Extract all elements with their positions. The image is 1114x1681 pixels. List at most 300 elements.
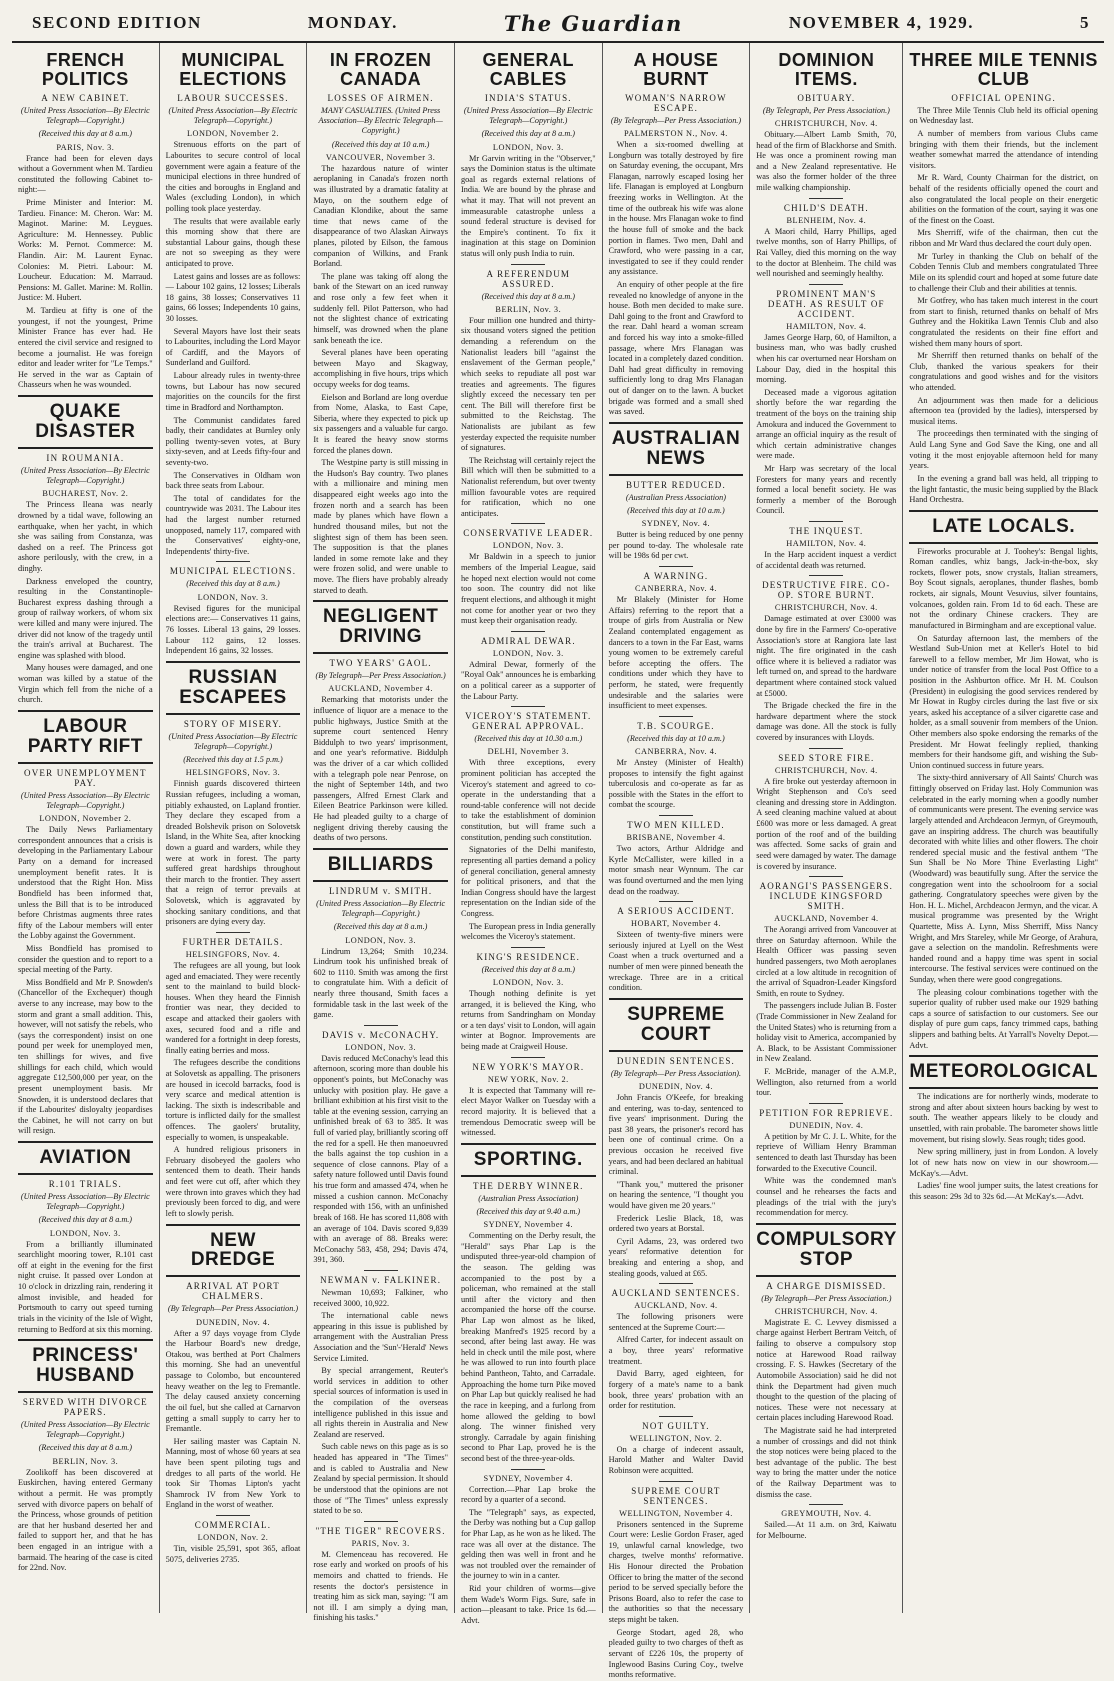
dateline: BUCHAREST, Nov. 2.: [42, 489, 129, 499]
dateline: HELSINGFORS, Nov. 4.: [185, 949, 281, 959]
article-paragraph: The refugees describe the conditions at Solovetsk as appalling. The prisoners are housed in icecold barracks, food is very scarce and medical attention is lacking. The sixth is indescribable and torture is inflicted daily for the smallest offences. The gaolers' brutality, especially to women, is unspeakable.: [165, 1058, 301, 1142]
article-paragraph: The proceedings then terminated with the singing of Auld Lang Syne and God Save the King, one and all voting it the most enjoyable afternoon held for many years.: [909, 429, 1098, 471]
article-body: [461, 1086, 596, 1139]
article-headline: DOMINION ITEMS.: [778, 50, 875, 89]
article-paragraph: Strenuous efforts on the part of Labourites to secure control of local government were again a feature of the municipal elections in three hundred of the cities and boroughs in England and Wales (excluding London), in which polling took place yesterday.: [165, 140, 301, 213]
article: [609, 1416, 744, 1477]
article-headline: NEW DREDGE: [166, 1224, 301, 1278]
article-paragraph: Commenting on the Derby result, the "Herald" says Phar Lap is the undisputed three-year-old champion of the season. The gelding was accompanied to the post by a policeman, who remained at the stall until after the victory and then accompanied the horse off the course. Phar Lap won almost as he liked, breaking Manfred's 1925 record by a second, after being last away. He was held in check until the mile post, where he was allowed to run into fourth place behind Pantheon, Tahto, and Carradale. Approaching the home turn Pike moved on Phar Lap but quickly realised he had the race in keeping, and a furlong from home allowed the gelding to bowl along. The winner finished very strongly. Carradale by again finishing second to Phar Lap, proved he is the second best of the three-year-olds.: [460, 1231, 596, 1463]
article-paragraph: Davis reduced McConachy's lead this afternoon, scoring more than double his opponent's points, but McConachy was unlucky with position play. He gave a brilliant exhibition at his first visit to the table at the evening session, carrying an unfinished break of 63 to 385. It was full of varied play, brilliantly scoring off the red for a spell. He then manoeuvred the balls against the top cushion in a sequence of close cannons. Play of a safety nature followed until Davis found his true form and amassed 474, when he missed a cushion cannon. McConachy responded with 156, with an unfinished break of 168. He has scored 11,808 with an average of 104. Davis scored 9,839 with an average of 88. Breaks were: McConachy 583, 458, 294; Davis 474, 391, 360.: [313, 1053, 448, 1265]
news-agency-credit: (United Press Association—By Electric Telegraph—Copyright.): [20, 105, 150, 126]
article-subheading: ADMIRAL DEWAR.: [480, 635, 576, 646]
article-paragraph: It is expected that Tammany will re-elect Mayor Walker on Tuesday with a record majority. It is believed that a tremendous Democratic sweep will be witnessed.: [460, 1085, 596, 1138]
article-paragraph: A hundred religious prisoners in February disobeyed the gaolers who sentenced them to death. Their hands and feet were cut off, after which they were thrown into graves which they had previously been forced to dig, and were left to slowly perish.: [165, 1145, 301, 1218]
article-subheading: VICEROY'S STATEMENT. GENERAL APPROVAL.: [465, 711, 592, 732]
article-headline: BILLIARDS: [313, 848, 448, 882]
article-subheading: AUCKLAND SENTENCES.: [611, 1288, 741, 1299]
article: [609, 901, 744, 994]
article-paragraph: When a six-roomed dwelling at Longburn was totally destroyed by fire on Saturday evening, the occupant, Mrs Flanagan, narrowly escaped losing her life. Flanagan is employed at Longburn freezing works in Wellington. At the time of the outbreak his wife was alone in the house. Mrs Flanagan woke to find the house full of smoke and the back portion in flames. Two men, Dahl and Crawford, who were passing in a car, investigated to see if they could render any assistance.: [608, 140, 744, 277]
article-paragraph: Prime Minister and Interior: M. Tardieu. Finance: M. Cheron. War: M. Maginot. Marine: M. Leygues. Agriculture: M. Hennessey. Public Works: M. Pernot. Commerce: M. Flandin. Air: M. Laurent Eynac. Colonies: M. Pietri. Labour: M. Loucheur. Education: M. Marraud. Pensions: M. Gallet. Marine: M. Rollin. Justice: M. Hubert.: [18, 197, 153, 303]
section-divider: [511, 264, 545, 265]
article-paragraph: New spring millinery, just in from London. A lovely lot of new hats now on view in our showroom.—McKay's.—Advt.: [909, 1147, 1098, 1178]
article: [609, 1283, 744, 1411]
article-subheading: AORANGI'S PASSENGERS. INCLUDE KINGSFORD SMITH.: [759, 881, 894, 912]
article: [756, 1504, 896, 1541]
received-time: (Received this day at 8 a.m.): [38, 1443, 133, 1453]
section-divider: [511, 631, 545, 632]
article-headline: AVIATION: [18, 1141, 153, 1175]
article-paragraph: Frederick Leslie Black, 18, was ordered two years at Borstal.: [608, 1213, 744, 1234]
article-paragraph: The European press in India generally welcomes the Viceroy's statement.: [460, 921, 596, 942]
article: [166, 561, 301, 656]
article-subheading: THE DERBY WINNER.: [472, 1180, 584, 1191]
article-paragraph: On a charge of indecent assault, Harold Mather and Walter David Robinson were acquitted.: [608, 1444, 744, 1475]
article-paragraph: An adjournment was then made for a delicious afternoon tea (provided by the ladies), interspersed by musical items.: [909, 395, 1098, 426]
article-body: [909, 106, 1098, 506]
article-body: [756, 1318, 896, 1500]
dateline: DUNEDIN, Nov. 4.: [789, 1120, 864, 1130]
section-divider: [216, 1515, 250, 1516]
article-paragraph: The Brigade checked the fire in the hardware department where the stock damage was done. All the stock is fully covered by insurances with Lloyds.: [756, 701, 897, 743]
article-subheading: FURTHER DETAILS.: [182, 936, 284, 947]
article-paragraph: The international cable news appearing in this issue is published by arrangement with the Australian Press Association and the 'Sun'-'Herald' News Service Limited.: [313, 1311, 448, 1363]
article-body: [461, 154, 596, 260]
article-subheading: OFFICIAL OPENING.: [951, 92, 1056, 103]
article-paragraph: Finnish guards discovered thirteen Russian refugees, including a woman, pitiably exhausted, on Lapland frontier. They declare they escaped from a dreaded Bolshevik prison on Solovetsk Island, in the White Sea, after knocking down a guard and warders, while they were at work in forest. The party suffered great hardships throughout their march to the frontier. They assert that a reign of terror prevails at Solovetsk, which is aggravated by shocking sanitary conditions, and that prisoners are dying every day.: [165, 779, 301, 927]
article-paragraph: The refugees are all young, but look aged and emaciated. They were recently sent to the mainland to build block-houses. When they heard the Finnish frontier was near, they decided to escape and attacked their gaolers with axes, secured food and a rifle and wandered for a fortnight in deep forests, finally eating berries and moss.: [165, 960, 301, 1055]
article-body: [18, 825, 153, 1137]
article: [461, 1057, 596, 1139]
article-subheading: NEWMAN v. FALKINER.: [320, 1274, 442, 1285]
news-agency-credit: (By Telegraph—Per Press Association).: [610, 1068, 742, 1078]
article-body: [166, 1544, 301, 1565]
received-time: (Received this day at 10 a.m.): [627, 733, 725, 743]
column-3: [307, 43, 455, 1623]
article-paragraph: In the Harp accident inquest a verdict of accidental death was returned.: [756, 550, 897, 570]
received-time: (Received this day at 8 a.m.): [38, 1215, 133, 1225]
section-divider: [809, 575, 843, 576]
article-subheading: SUPREME COURT SENTENCES.: [631, 1485, 721, 1506]
article-body: [166, 1329, 301, 1511]
article: [909, 510, 1098, 1052]
article: [756, 876, 896, 1099]
article-paragraph: Cyril Adams, 23, was ordered two years' reformative detention for breaking and entering a shop, and stealing goods, valued at £65.: [608, 1236, 744, 1278]
article-paragraph: The "Telegraph" says, as expected, the Derby was nothing but a Cup gallop for Phar Lap, as he won as he liked. The race was all over at the distance. The gelding then was well in front and he was not troubled over the remainder of the journey to win in a canter.: [460, 1507, 596, 1581]
article-body: [609, 1445, 744, 1477]
article: [756, 51, 896, 194]
article-paragraph: Labour already rules in twenty-three towns, but Labour has now secured majorities on the councils for the first time in Bradford and Northampton.: [165, 371, 301, 412]
article: [756, 284, 896, 517]
article-paragraph: Mrs Sherriff, wife of the chairman, then cut the ribbon and Mr Ward thus declared the court duly open.: [909, 228, 1098, 249]
news-agency-credit: (Australian Press Association): [625, 492, 726, 502]
article-subheading: LINDRUM v. SMITH.: [328, 885, 433, 896]
article-body: [461, 552, 596, 626]
article-paragraph: Tin, visible 25,591, spot 365, afloat 5075, deliveries 2735.: [165, 1544, 301, 1564]
article-paragraph: On Saturday afternoon last, the members of the Westland Sub-Union met at Keller's Hotel to bid farewell to a fellow member, Mr Jim Howat, who is under notice of transfer from the local Post Office to a position in the Ashburton office. Mr H. M. Coulson (President) in eulogising the good services rendered by Mr Howat in Rugby circles during the last five or six years, asked his acceptance of a silver cigarette case and holder, as a small souvenir from members of the Union. Other members also spoke endorsing the remarks of the President. Mr Howat feelingly replied, thanking members for their handsome gift, and wishing the Sub-Union continued success in future years.: [909, 633, 1098, 770]
article-paragraph: By special arrangement, Reuter's world services in addition to other special sources of information is used in the compilation of the overseas intelligence published in this issue and all rights therein in Australia and New Zealand are reserved.: [313, 1366, 448, 1439]
article-paragraph: From a brilliantly illuminated searchlight mooring tower, R.101 cast off at eight in the evening for the first night cruise. It passed over London at 10 o'clock in drizzling rain, rendering it almost invisible, and headed for Portsmouth to carry out speed turning trials in the vicinity of the Isle of Wight, returning to Bedford at six this morning.: [18, 1239, 153, 1334]
article: [166, 1515, 301, 1565]
article-paragraph: A Maori child, Harry Phillips, aged twelve months, son of Harry Phillips, of Rai Valley, died this morning on the way to the doctor at Blenheim. The child was well nourished and seemingly healthy.: [756, 226, 897, 279]
article-subheading: IN ROUMANIA.: [46, 452, 125, 463]
dateline: DELHI, November 3.: [487, 747, 569, 757]
article-paragraph: France had been for eleven days without a Government when M. Tardieu constituted the following Cabinet to-night:—: [18, 153, 153, 195]
news-agency-credit: (United Press Association—By Electric Telegraph—Copyright.): [168, 105, 298, 126]
article-body: [18, 154, 153, 391]
article-body: [18, 1468, 153, 1574]
section-divider: [659, 1416, 693, 1417]
issue-date: NOVEMBER 4, 1929.: [788, 13, 974, 32]
dateline: PARIS, Nov. 3.: [56, 142, 115, 152]
article: [461, 1469, 596, 1627]
section-divider: [511, 947, 545, 948]
article-subheading: CHILD'S DEATH.: [783, 202, 869, 213]
article-body: [609, 844, 744, 897]
article-subheading: NEW YORK'S MAYOR.: [472, 1061, 585, 1072]
article-paragraph: Miss Bondfield and Mr P. Snowden's (Chancellor of the Exchequer) though averse to any increase, may bow to the storm and grant a small addition. This, however, will not satisfy the rebels, who (says the correspondent) insist on one pound per week for unemployed men, ten shillings for wives, and five shillings for each child, which would aggregate £12,500,000 per year, on the present unemployment basis. Mr Snowden, it is understood declares that if the Labourites' disloyalty jeopardises the Cabinet, he will not carry on but will resign.: [18, 977, 153, 1136]
article-body: [166, 140, 301, 557]
article: [166, 1224, 301, 1511]
article: [609, 716, 744, 811]
dateline: LONDON, Nov. 3.: [492, 648, 564, 658]
page-number: 5: [1079, 13, 1090, 32]
article-subheading: DAVIS v. McCONACHY.: [321, 1029, 440, 1040]
news-agency-credit: (By Telegraph—Per Press Association.): [761, 1293, 892, 1303]
article-body: [166, 604, 301, 657]
received-time: (Received this day at 8 a.m.): [333, 922, 428, 932]
article-paragraph: Darkness enveloped the country, resulting in the Constantinople-Bucharest express dashing through a group of railway workers, of whom six were killed and many were injured. The driver did not know of the tragedy until the train's arrival at Bucharest. The engine was splashed with blood.: [18, 576, 153, 660]
article: [461, 523, 596, 626]
article-subheading: DUNEDIN SENTENCES.: [616, 1055, 735, 1066]
dateline: LONDON, Nov. 3.: [492, 978, 564, 988]
news-agency-credit: (United Press Association—By Electric Telegraph—Copyright.): [463, 105, 593, 126]
article: [313, 1521, 448, 1624]
article-subheading: INDIA'S STATUS.: [484, 92, 572, 103]
article-paragraph: Miss Bondfield has promised to consider the question and to report to a special meeting of the Party.: [18, 943, 153, 975]
received-time: (Received this day at 8 a.m.): [186, 579, 280, 589]
dateline: PALMERSTON N., Nov. 4.: [624, 129, 728, 139]
dateline: AUCKLAND, Nov. 4.: [634, 1301, 718, 1311]
article-subheading: LABOUR SUCCESSES.: [177, 92, 289, 103]
article-body: [18, 500, 153, 706]
dateline: SYDNEY, November 4.: [483, 1220, 574, 1230]
article-paragraph: Fireworks procurable at J. Toohey's: Bengal lights, Roman candles, whiz bangs, Jack-in-the-box, sky rockets, flower pots, snow crystals, Italian streamers, Boy Scout signals, aeroplanes, thunder flashes, bomb rockets, air signals, Mount Vesuvius, silver fountains, volcanoes, golden rain. From 1d to 6d each. These are not the ordinary Chinese crackers. They are manufactured in Birmingham and are exceptional value.: [909, 546, 1098, 630]
article-subheading: OVER UNEMPLOYMENT PAY.: [24, 767, 147, 788]
article: [461, 51, 596, 260]
column-6: [750, 43, 903, 1613]
article-paragraph: A number of members from various Clubs came bringing with them their friends, but the inclement weather somewhat marred the attendance of intending visitors.: [909, 129, 1098, 170]
article-subheading: SERVED WITH DIVORCE PAPERS.: [22, 1396, 148, 1417]
section-divider: [809, 521, 843, 522]
article-paragraph: The plane was taking off along the bank of the Stewart on an iced runway and rose only a few feet when it suddenly fell. Pilot Patterson, who had not the slightest chance of extricating himself, was drowned when the plane sank beneath the ice.: [313, 271, 448, 345]
article-subheading: WOMAN'S NARROW ESCAPE.: [625, 92, 727, 113]
article: [313, 848, 448, 1021]
article: [609, 422, 744, 562]
article: [166, 51, 301, 557]
article-paragraph: Rid your children of worms—give them Wade's Worm Figs. Sure, safe in action—pleasant to take. Price 1s 6d.—Advt.: [460, 1584, 596, 1625]
article-subheading: OBITUARY.: [797, 92, 856, 103]
article-headline: PRINCESS' HUSBAND: [18, 1339, 153, 1393]
article: [756, 1103, 896, 1219]
article-body: [313, 164, 448, 596]
column-5: [603, 43, 751, 1680]
article-paragraph: Two actors, Arthur Aldridge and Kyrle McCallister, were killed in a motor smash near Wynnum. The car was found overturned and the men lying dead on the roadway.: [608, 844, 744, 896]
edition-label: SECOND EDITION: [32, 13, 202, 32]
article-headline: LABOUR PARTY RIFT: [18, 710, 153, 764]
article-subheading: LOSSES OF AIRMEN.: [327, 92, 434, 103]
article: [313, 1270, 448, 1517]
article-paragraph: The Three Mile Tennis Club held its official opening on Wednesday last.: [909, 105, 1098, 126]
article-body: [756, 227, 896, 280]
dateline: HAMILTON, Nov. 4.: [786, 321, 867, 331]
masthead: [12, 6, 1104, 43]
article: [166, 932, 301, 1220]
article-headline: AUSTRALIAN NEWS: [609, 422, 744, 476]
news-agency-credit: (Australian Press Association): [478, 1193, 579, 1203]
dateline: DUNEDIN, Nov. 4.: [638, 1081, 713, 1091]
received-time: (Received this day at 8 a.m.): [481, 964, 576, 974]
section-divider: [511, 1057, 545, 1058]
article-subheading: DESTRUCTIVE FIRE. CO-OP. STORE BURNT.: [762, 580, 891, 601]
dateline: LONDON, Nov. 3.: [345, 1042, 417, 1052]
article-paragraph: Several Mayors have lost their seats to Labourites, including the Lord Mayor of Cardiff, and the Mayors of Sunderland and Guilford.: [165, 326, 301, 368]
article-paragraph: After a 97 days voyage from Clyde the Harbour Board's new dredge, Otakou, was berthed at Port Chalmers this morning. She had an uneventful passage to Colombo, but encountered heavy weather on the leg to Fremantle. The delay caused anxiety concerning the oil fuel, but she called at Carnarvon getting a small supply to carry her to Fremantle.: [165, 1328, 301, 1434]
article-subheading: ARRIVAL AT PORT CHALMERS.: [186, 1281, 280, 1302]
article-paragraph: M. Tardieu at fifty is one of the youngest, if not the youngest, Prime Minister France has ever had. He entered the civil service and resigned to become a journalist. He was foreign editor and leader writer for "Le Temps." He served in the war as Captain of Chasseurs when he was wounded.: [18, 306, 153, 390]
section-divider: [659, 815, 693, 816]
article-paragraph: Correction.—Phar Lap broke the record by a quarter of a second.: [460, 1484, 596, 1505]
dateline: CANBERRA, Nov. 4.: [634, 747, 717, 757]
dateline: NEW YORK, Nov. 2.: [487, 1074, 569, 1084]
article-body: [756, 550, 896, 571]
section-divider: [809, 876, 843, 877]
dateline: CANBERRA, Nov. 4.: [634, 584, 717, 594]
article-headline: LATE LOCALS.: [909, 510, 1098, 544]
article-paragraph: Deceased made a vigorous agitation shortly before the war regarding the treatment of the boys on the training ship Amokura and induced the Government to arrange an official inquiry as the result of which certain administrative changes were made.: [756, 387, 897, 461]
article-subheading: STORY OF MISERY.: [183, 718, 283, 729]
article-headline: MUNICIPAL ELECTIONS: [179, 50, 287, 89]
article-paragraph: M. Clemenceau has recovered. He rose early and worked on proofs of his memoirs and chatted to friends. He resents the doctor's persistence in treating him as sick man, saying: "I am not ill. I am simply a dying man, finishing his tasks.": [313, 1549, 448, 1623]
article-paragraph: The pleasing colour combinations together with the superior quality of rubber used make our 1929 bathing caps a source of satisfaction to our customers. See our display of pure gum caps, fancy trimmed caps, bathing slippers and bathing belts. At Yarrall's Novelty Depot.—Advt.: [909, 987, 1098, 1050]
news-agency-credit: (By Telegraph—Per Press Association.): [610, 115, 742, 125]
dateline: HELSINGFORS, Nov. 3.: [185, 768, 281, 778]
news-agency-credit: MANY CASUALTIES. (United Press Association—By Electric Telegraph—Copyright.): [318, 105, 443, 136]
article-paragraph: The sixty-third anniversary of All Saints' Church was fittingly observed on Friday last. Holy Communion was celebrated in the early morning when a goodly number of communicants were present. The evening service was largely attended and Archdeacon Jermyn, of Greymouth, gave an inspiring address. The church was beautifully decorated with white lilies and other flowers. The choir rendered special music and the festival anthem "The Sun Shall be No More Thine Everlasting Light" (Woodward) was beautifully sung. After the service the congregation went into the schoolroom for a social gathering. Congratulatory speeches were given by the Hon. H. L. Michel, Archdeacon Jermyn, and the vicar. A musical programme was presented by the Wright Quartette, Miss A. Lynn, Miss Sherriff, Miss Nancy Wright, and Mrs Stareley, while Mr George, of Arahura, gave a selection on the mandolin. Refreshments were handed round and a happy time was spent in social intercourse. The festival services were continued on the Sunday, when there were good congregations.: [909, 773, 1098, 985]
article-subheading: A NEW CABINET.: [41, 92, 130, 103]
dateline: AUCKLAND, November 4.: [774, 914, 879, 924]
article-subheading: SEED STORE FIRE.: [778, 752, 875, 763]
article: [461, 947, 596, 1053]
article-subheading: MUNICIPAL ELECTIONS.: [169, 566, 297, 577]
news-agency-credit: (United Press Association—By Electric Telegraph—Copyright.): [316, 898, 446, 918]
section-divider: [809, 1103, 843, 1104]
article-body: [756, 614, 896, 743]
article-body: [461, 758, 596, 942]
article-body: [909, 547, 1098, 1052]
article: [18, 395, 153, 706]
article-headline: IN FROZEN CANADA: [329, 50, 432, 89]
section-divider: [659, 566, 693, 567]
section-divider: [809, 1504, 843, 1505]
dateline: LONDON, Nov. 3.: [49, 1228, 121, 1238]
article-subheading: R.101 TRIALS.: [48, 1178, 122, 1189]
article-body: [461, 1231, 596, 1464]
article-paragraph: The hazardous nature of winter aeroplaning in Canada's frozen north was illustrated by a dramatic fatality at Mayo, on the southern edge of Canadian Klondike, about the same time that news came of the disappearance of two Alaskan Airways planes, piloted by Eilson, the famous companion of Wilkins, and Frank Borland.: [313, 163, 448, 269]
article: [313, 600, 448, 844]
article-body: [609, 758, 744, 811]
article-body: [756, 1520, 896, 1541]
section-divider: [364, 1025, 398, 1026]
article-body: [313, 1288, 448, 1517]
article: [166, 661, 301, 928]
article-paragraph: Such cable news on this page as is so headed has appeared in "The Times" and is cabled to Australia and New Zealand by special permission. It should be understood that the opinions are not those of "The Times" unless expressly stated to be so.: [313, 1442, 448, 1516]
dateline: CHRISTCHURCH, Nov. 4.: [774, 119, 878, 129]
article-paragraph: The indications are for northerly winds, moderate to strong and after about sixteen hours backing by west to south. The weather appears likely to be cloudy and unsettled, with rain probable. The barometer shows little movement, but rising slowly. Seas rough; tides good.: [909, 1092, 1098, 1144]
article-headline: FRENCH POLITICS: [41, 50, 129, 89]
article-body: [609, 1520, 744, 1681]
article-paragraph: F. McBride, manager of the A.M.P., Wellington, also returned from a world tour.: [756, 1067, 897, 1098]
article: [461, 706, 596, 943]
dateline: GREYMOUTH, Nov. 4.: [781, 1509, 872, 1519]
article-paragraph: The Reichstag will certainly reject the Bill which will then be submitted to a Nationalist referendum, but over twenty million favourable votes are required for ratification, which no one anticipates.: [460, 455, 596, 518]
article-body: [609, 140, 744, 418]
article: [313, 1025, 448, 1266]
received-time: (Received this day at 8 a.m.): [38, 129, 133, 139]
section-divider: [809, 284, 843, 285]
article: [609, 51, 744, 418]
article-paragraph: Alfred Carter, for indecent assault on a boy, three years' reformative treatment.: [608, 1335, 744, 1366]
dateline: SYDNEY, November 4.: [483, 1473, 574, 1483]
newspaper-title: The Guardian: [503, 10, 683, 36]
article: [756, 198, 896, 280]
article-paragraph: The following prisoners were sentenced at the Supreme Court:—: [608, 1312, 744, 1332]
article-body: [313, 1550, 448, 1624]
article-headline: A HOUSE BURNT: [633, 50, 719, 89]
article-body: [756, 333, 896, 517]
dateline: HAMILTON, Nov. 4.: [786, 539, 867, 549]
article-subheading: BUTTER REDUCED.: [625, 479, 726, 490]
article-body: [166, 961, 301, 1220]
dateline: WELLINGTON, November 4.: [619, 1508, 733, 1518]
article-headline: THREE MILE TENNIS CLUB: [909, 50, 1098, 89]
article-headline: NEGLIGENT DRIVING: [313, 600, 448, 654]
article-paragraph: White was the condemned man's counsel and he rehearses the facts and pleadings of the trial with the jury's recommendation for mercy.: [756, 1176, 897, 1218]
article-paragraph: Obituary.—Albert Lamb Smith, 70, head of the firm of Blackhorse and Smith. He was once a prominent rowing man and a New Zealand representative. He was also the former holder of the three mile walking championship.: [756, 130, 897, 193]
day-label: MONDAY.: [307, 13, 398, 32]
section-divider: [216, 932, 250, 933]
article-body: [609, 595, 744, 712]
article-paragraph: David Barry, aged eighteen, for forgery of a mate's name to a bank book, three years' probation with an order for restitution.: [608, 1369, 744, 1411]
article-subheading: CONSERVATIVE LEADER.: [463, 528, 594, 539]
article-paragraph: Mr Baldwin in a speech to junior members of the Imperial League, said he hoped next election would not come too soon. The country did not like frequent elections, and although it might not come for another year or two they must keep their organisation ready.: [460, 552, 596, 626]
dateline: BRISBANE, November 4.: [626, 833, 726, 843]
article: [18, 710, 153, 1137]
article-paragraph: In the evening a grand ball was held, all tripping to the light fantastic, the music being supplied by the Black Hand Orchestra.: [909, 473, 1098, 505]
article: [18, 51, 153, 391]
section-divider: [511, 523, 545, 524]
article: [313, 51, 448, 596]
article: [461, 631, 596, 702]
news-agency-credit: (United Press Association—By Electric Telegraph—Copyright.): [20, 465, 150, 486]
dateline: PARIS, Nov. 3.: [351, 1538, 410, 1548]
article-paragraph: The total of candidates for the countrywide was 2031. The Labour ites had the largest number returned unopposed, namely 117, compared with the Conservatives' eighty-one, Independents' thirty-five.: [165, 493, 301, 556]
article-paragraph: The Magistrate said he had interpreted a number of crossings and did not think the stop notices were being placed to the best advantage of the public. The best way to bring the matter under the notice of the Railway Department was to dismiss the case.: [756, 1425, 897, 1499]
article-paragraph: Revised figures for the municipal elections are:— Conservatives 11 gains, 76 losses. Liberal 13 gains, 29 losses. Labour 112 gains, 12 losses. Independent 16 gains, 32 losses.: [165, 603, 301, 656]
article-subheading: T.B. SCOURGE.: [637, 720, 715, 731]
article-paragraph: Butter is being reduced by one penny per pound to-day. The wholesale rate will be 198s 6d per cwt.: [608, 530, 744, 561]
section-divider: [364, 1521, 398, 1522]
article-paragraph: Eielson and Borland are long overdue from Nome, Alaska, to East Cape, Siberia, where they expected to pick up six passengers and a valuable fur cargo. It is feared the heavy snow storms forced the planes down.: [313, 392, 448, 455]
article-paragraph: John Francis O'Keefe, for breaking and entering, was to-day, sentenced to five years' imprisonment. During the past 38 years, the prisoner's record has been one of continual crime. On a previous occasion he received five years, and had been declared an habitual criminal.: [608, 1092, 744, 1177]
dateline: WELLINGTON, Nov. 2.: [629, 1433, 723, 1443]
article-body: [609, 1093, 744, 1279]
article-paragraph: A petition by Mr C. J. L. White, for the reprieve of William Henry Bramman sentenced to death last Thursday has been forwarded to the Executive Council.: [756, 1131, 897, 1173]
article-paragraph: Mr Anstey (Minister of Health) proposes to intensify the fight against tuberculosis and co-operate as far as possible with the States in the effort to combat the scourge.: [608, 758, 744, 810]
article-paragraph: The Communist candidates fared badly, their candidates at Burnley only polling twenty-seven votes, at Bury sixty-seven, and at Leeds fifty-four and seventy-two.: [165, 415, 301, 467]
section-divider: [511, 706, 545, 707]
news-agency-credit: (United Press Association—By Electric Telegraph—Copyright.): [20, 790, 150, 811]
article-paragraph: The Princess Ileana was nearly drowned by a tidal wave, following an earthquake, when her yacht, in which she was sailing from Constanza, was dashed on a reef. The Princess got ashore perilously, with the crew, in a dinghy.: [18, 500, 153, 573]
article: [461, 1143, 596, 1465]
article-body: [756, 130, 896, 194]
dateline: CHRISTCHURCH, Nov. 4.: [774, 1306, 878, 1316]
article-paragraph: Mr Harp was secretary of the local Foresters for many years and recently formed a local benefit society. He was formerly a member of the Borough Council.: [756, 464, 897, 516]
article: [609, 1481, 744, 1681]
article-subheading: A CHARGE DISMISSED.: [766, 1280, 887, 1291]
article-paragraph: Sailed.—At 11 a.m. on 3rd, Kaiwatu for Melbourne.: [756, 1520, 897, 1540]
news-agency-credit: (By Telegraph, Per Press Association.): [762, 105, 890, 115]
article-body: [461, 660, 596, 702]
dateline: LONDON, November 2.: [39, 814, 132, 824]
article: [756, 1223, 896, 1500]
section-divider: [809, 198, 843, 199]
dateline: BERLIN, Nov. 3.: [52, 1456, 119, 1466]
article-body: [461, 1485, 596, 1627]
article-subheading: TWO MEN KILLED.: [627, 820, 725, 831]
article-paragraph: Newman 10,693; Falkiner, who received 3000, 10,922.: [313, 1287, 448, 1308]
article-paragraph: Ladies' fine wool jumper suits, the latest creations for this season: 29s 3d to 32s 6d.—At McKay's.—Advt.: [909, 1181, 1098, 1201]
dateline: BLENHEIM, Nov. 4.: [786, 215, 867, 225]
article: [909, 51, 1098, 506]
article-body: [461, 316, 596, 520]
article-headline: SUPREME COURT: [609, 998, 744, 1052]
received-time: (Received this day at 10.30 a.m.): [474, 734, 583, 744]
article-body: [609, 530, 744, 562]
article-body: [313, 1054, 448, 1266]
article-paragraph: Several planes have been operating between Mayo and Skagway, accomplishing in five hours, trips which occupy weeks for dog teams.: [313, 348, 448, 389]
section-divider: [364, 1270, 398, 1271]
article-paragraph: The Westpine party is still missing in the Hudson's Bay country. Two planes with a millionaire and mining men disappeared eight weeks ago into the frozen north and a search has been made by planes which have flown a hundred thousand miles, but not the slightest sign of them has been seen. The supposition is that the planes landed in some remote lake and they were frozen solid, and were unable to move. The fliers have probably already starved to death.: [313, 458, 448, 595]
article-subheading: PETITION FOR REPRIEVE.: [759, 1107, 894, 1118]
column-7: [903, 43, 1104, 1613]
received-time: (Received this day at 10 a.m.): [331, 139, 430, 149]
dateline: BERLIN, Nov. 3.: [495, 304, 562, 314]
article-paragraph: "Thank you," muttered the prisoner on hearing the sentence, "I thought you would have given me 20 years.": [608, 1179, 744, 1210]
article-paragraph: Sixteen of twenty-five miners were seriously injured at Lyell on the West Coast when a truck overturned and a number of men were pinned beneath the wreckage. Three are in a critical condition.: [608, 930, 744, 993]
article: [756, 748, 896, 872]
section-divider: [659, 901, 693, 902]
article-body: [756, 777, 896, 872]
column-4: [455, 43, 603, 1625]
section-divider: [511, 1469, 545, 1470]
article-subheading: PROMINENT MAN'S DEATH. AS RESULT OF ACCIDENT.: [767, 288, 885, 319]
dateline: SYDNEY, Nov. 4.: [641, 519, 711, 529]
article-headline: RUSSIAN ESCAPEES: [166, 661, 301, 715]
received-time: (Received this day at 9.40 a.m.): [476, 1206, 581, 1216]
article-paragraph: Magistrate E. C. Levvey dismissed a charge against Herbert Bertram Veitch, of failing to observe a compulsory stop notice at Harewood Road railway crossing. F. S. Hawkes (Secretary of the Automobile Association) said he did not think the Department had given much thought to the question of the placing of notices. These were not necessary at certain places including Harewood Road.: [756, 1317, 897, 1423]
article-headline: SPORTING.: [461, 1143, 596, 1177]
article-body: [18, 1240, 153, 1335]
